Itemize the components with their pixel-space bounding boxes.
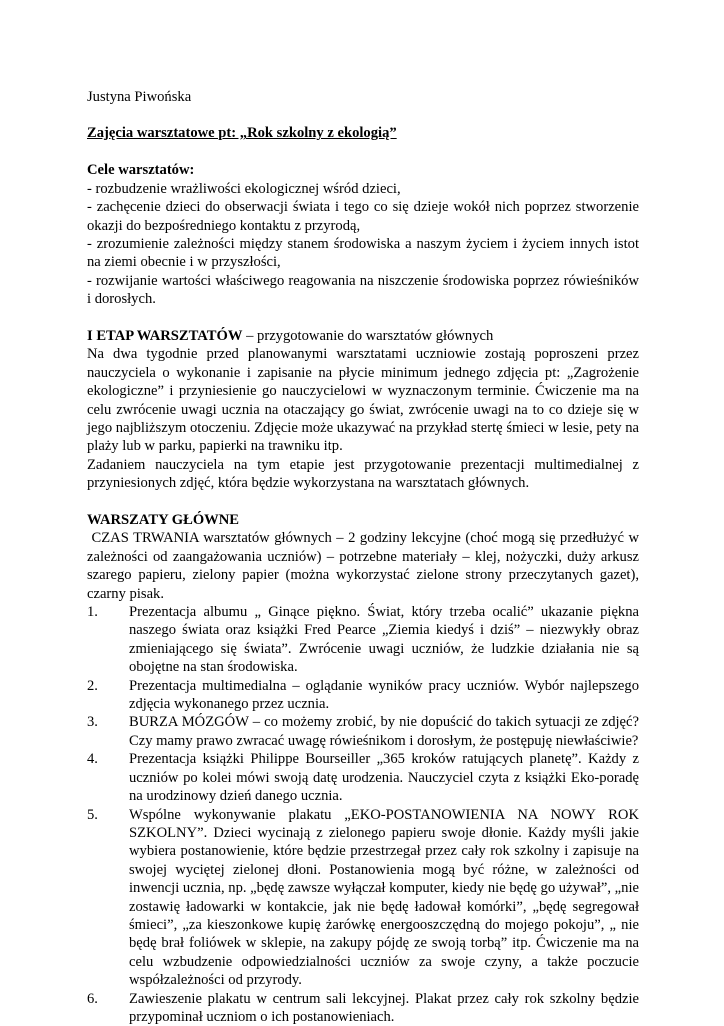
stage1-paragraph: Zadaniem nauczyciela na tym etapie jest przygotowanie prezentacji multimedialnej z przyniesionych zdjęć, która będzie wykorzystana na warsztatach głównych. [87,456,639,492]
list-item-number: 2. [87,677,98,694]
goal-item: - zrozumienie zależności między stanem środowiska a naszym życiem i życiem innych istot na ziemi obecnie i w przyszłości, [87,235,639,271]
list-item-text: Prezentacja albumu „ Ginące piękno. Świat, który trzeba ocalić” ukazanie piękna naszego świata oraz książki Fred Pearce „Ziemia kiedyś i dziś” – niezwykły obraz zmieniającego się świata”. Zwrócenie uwagi uczniów, że ludzkie działania nie są obojętne na stan środowiska. [129,604,639,676]
list-item [87,713,639,750]
list-item-number: 4. [87,751,98,768]
spacer [87,309,639,327]
stage1-heading-rest: – przygotowanie do warsztatów głównych [242,327,494,344]
goal-item: - rozwijanie wartości właściwego reagowania na niszczenie środowiska poprzez rówieśników i dorosłych. [87,272,639,308]
list-item [87,677,639,714]
spacer [87,493,639,511]
goal-item: - zachęcenie dzieci do obserwacji świata i tego co się dzieje wokół nich poprzez stworzenie okazji do bezpośredniego kontaktu z przyrodą, [87,199,639,234]
author-name: Justyna Piwońska [87,89,192,105]
goal-item: - rozbudzenie wrażliwości ekologicznej wśród dzieci, [87,180,401,197]
document-title: Zajęcia warsztatowe pt: „Rok szkolny z ekologią” [87,125,397,142]
goals-heading: Cele warsztatów: [87,162,195,179]
main-section [87,511,643,1026]
list-item-number: 3. [87,714,98,731]
list-item [87,990,639,1026]
list-item-text: Prezentacja multimedialna – oglądanie wyników pracy uczniów. Wybór najlepszego zdjęcia wykonanego przez ucznia. [129,677,639,713]
list-item-text: Prezentacja książki Philippe Bourseiller „365 kroków ratujących planetę”. Każdy z uczniów po kolei mówi swoją datę urodzenia. Nauczyciel czyta z książki Eko-poradę na urodzinowy dzień danego ucznia. [129,751,639,805]
stage1-heading-line [87,327,639,345]
list-item-number: 1. [87,604,98,621]
list-item-number: 6. [87,990,98,1007]
main-heading: WARSZATY GŁÓWNE [87,512,240,528]
stage1-paragraph: Na dwa tygodnie przed planowanymi warsztatami uczniowie zostają poproszeni przez nauczyciela o wykonanie i zapisanie na płycie minimum jednego zdjęcia pt: „Zagrożenie ekologiczne” i przyniesienie go nauczycielowi w wyznaczonym terminie. Ćwiczenie ma na celu zwrócenie uwagi ucznia na otaczający go świat, zwrócenie uwagi na to co dzieje się w jego najbliższym otoczeniu. Zdjęcie może ukazywać na przykład stertę śmieci w lesie, pety na plaży lub w parku, papierki na trawniku itp. [87,346,639,455]
list-item-number: 5. [87,806,98,823]
list-item [87,806,639,990]
stage1-section [87,327,639,493]
list-item [87,750,639,805]
goals-section [87,161,639,308]
stage1-heading: I ETAP WARSZTATÓW [87,327,243,344]
list-item-text: BURZA MÓZGÓW – co możemy zrobić, by nie dopuścić do takich sytuacji ze zdjęć? Czy mamy prawo zwracać uwagę rówieśnikom i dorosłym, że postępuję niewłaściwie? [129,714,639,749]
list-item-text: Zawieszenie plakatu w centrum sali lekcyjnej. Plakat przez cały rok szkolny będzie przypominał uczniom o ich postanowieniach. [129,990,639,1025]
main-intro: CZAS TRWANIA warsztatów głównych – 2 godziny lekcyjne (choć mogą się przedłużyć w zależności od zaangażowania uczniów) – potrzebne materiały – klej, nożyczki, duży arkusz szarego papieru, zielony papier (można wykorzystać zielone strony przeczytanych gazet), czarny pisak. [87,530,643,602]
list-item [87,603,639,677]
list-item-text: Wspólne wykonywanie plakatu „EKO-POSTANOWIENIA NA NOWY ROK SZKOLNY”. Dzieci wycinają z zielonego papieru swoje dłonie. Każdy myśli jakie wybiera postanowienie, które będzie przestrzegał przez cały rok szkolny i zapisuje na swojej wyciętej zielonej dłoni. Postanowienia mogą być różne, w zależności od inwencji ucznia, np. „będę zawsze wyłączał komputer, kiedy nie będę go używał”, „nie zostawię ładowarki w kontakcie, jak nie będę ładował komórki”, „będę segregował śmieci”, „za kieszonkowe kupię żarówkę energooszczędną do mojego pokoju”, „ nie będę brał foliówek w sklepie, na zakupy pójdę ze swoją torbą” itp. Ćwiczenie ma na celu wzbudzenie odpowiedzialności uczniów za swoje czyny, a także poczucie współzależności od przyrody. [129,806,639,989]
